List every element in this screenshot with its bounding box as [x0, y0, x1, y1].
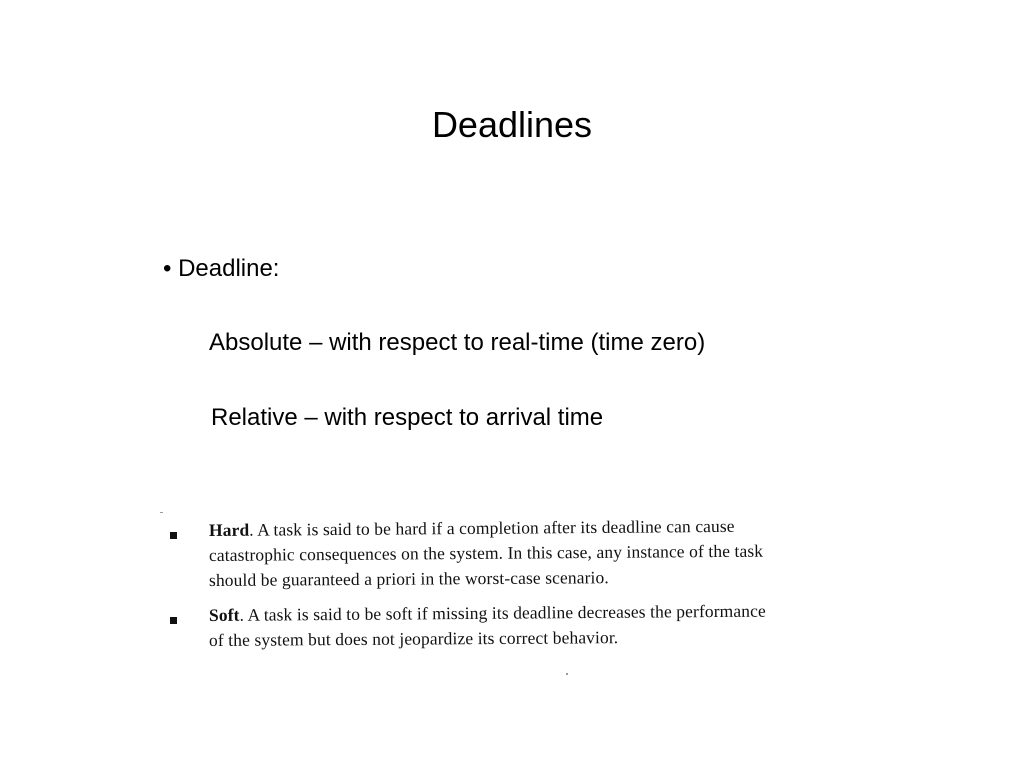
slide-title: Deadlines — [431, 104, 593, 145]
hard-line-3: should be guaranteed a priori in the worst-case scenario. — [208, 567, 609, 590]
soft-line-2: of the system but does not jeopardize its correct behavior. — [208, 627, 619, 650]
deadline-bullet: • Deadline: — [163, 255, 280, 282]
square-bullet-icon — [170, 617, 177, 624]
scanned-book-excerpt — [158, 508, 848, 678]
square-bullet-icon — [170, 532, 177, 539]
hard-line-2: catastrophic consequences on the system. In this case, any instance of the task — [208, 540, 764, 565]
hard-term: Hard — [208, 519, 250, 540]
relative-deadline-text: Relative – with respect to arrival time — [211, 404, 604, 431]
scan-speck — [160, 512, 163, 513]
absolute-deadline-text: Absolute – with respect to real-time (time zero) — [209, 329, 706, 356]
hard-deadline-text — [208, 515, 839, 593]
soft-deadline-text — [208, 600, 839, 653]
soft-line-1-text: . A task is said to be soft if missing its deadline decreases the performance — [239, 600, 766, 625]
hard-line-1-text: . A task is said to be hard if a completion after its deadline can cause — [249, 515, 735, 540]
soft-term: Soft — [208, 604, 240, 625]
scan-speck — [566, 673, 568, 675]
